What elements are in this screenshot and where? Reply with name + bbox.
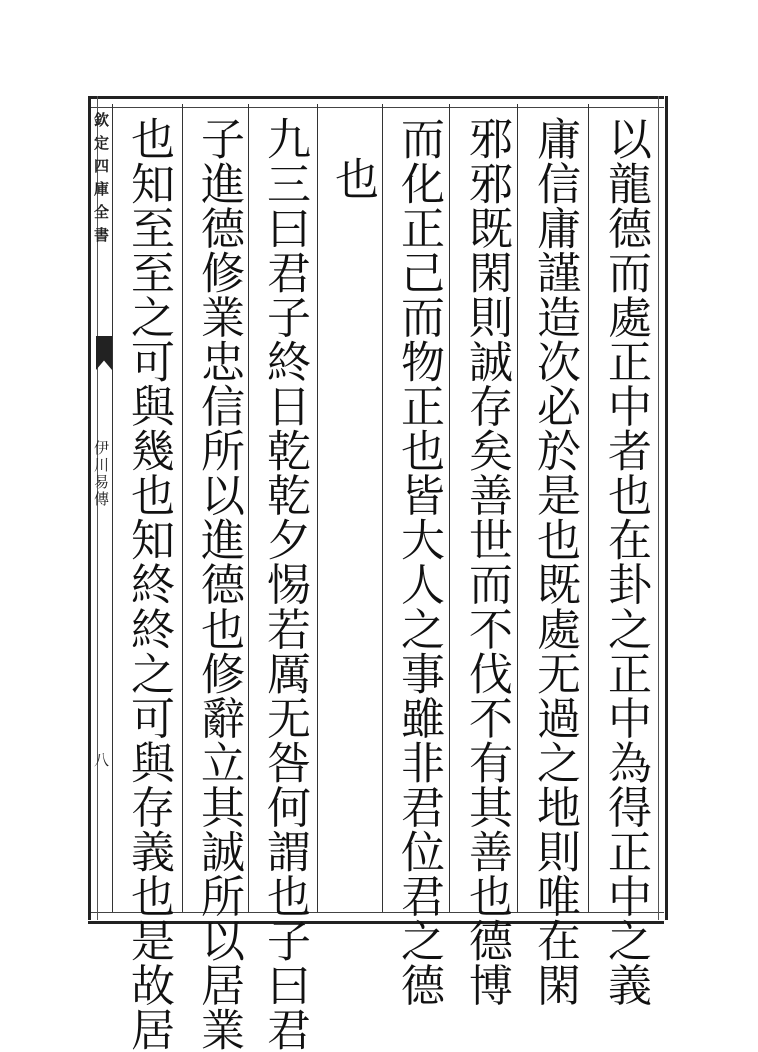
column-rule [248,104,249,912]
text-column-7: 子進德修業忠信所以進德也修辭立其誠所以居業 [193,116,244,1052]
column-rule [182,104,183,912]
column-rule [517,104,518,912]
column-rule [449,104,450,912]
page-number: 八 [92,752,110,767]
column-rule [317,104,318,912]
frame-right-border [658,96,668,920]
text-column-5: 也 [327,156,378,201]
frame-top-border [88,96,664,108]
book-title: 伊川易傳 [92,440,110,508]
text-column-3: 邪邪既閑則誠存矣善世而不伐不有其善也德博 [461,116,512,1007]
text-column-6: 九三曰君子終日乾乾夕惕若厲无咎何謂也子曰君 [259,116,310,1052]
column-rule [382,104,383,912]
text-column-8: 也知至至之可與幾也知終終之可與存義也是故居 [123,116,174,1052]
text-column-4: 而化正己而物正也皆大人之事雖非君位君之德 [393,116,444,1007]
column-rule [588,104,589,912]
text-column-2: 庸信庸謹造次必於是也既處无過之地則唯在閑 [529,116,580,1007]
text-column-1: 以龍德而處正中者也在卦之正中為得正中之義 [600,116,651,1007]
collection-title: 欽定四庫全書 [92,112,110,250]
